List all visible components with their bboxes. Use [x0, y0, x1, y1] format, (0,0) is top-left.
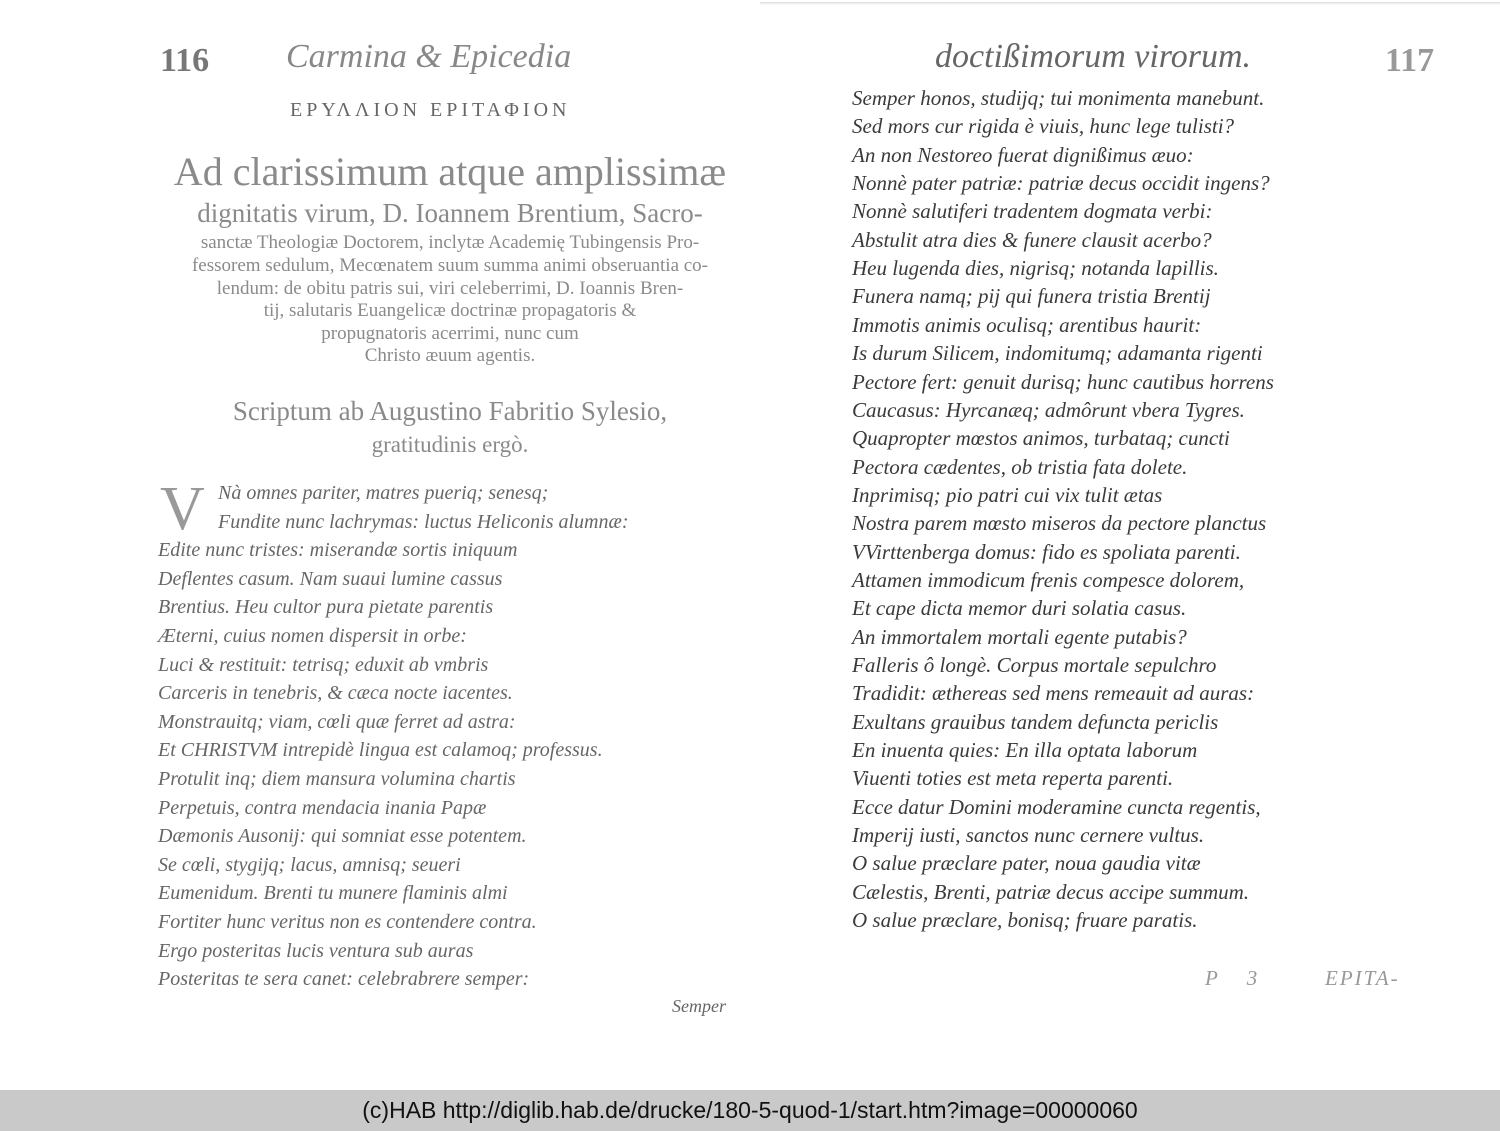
title-line: lendum: de obitu patris sui, viri celeberrimi, D. Ioannis Bren- — [216, 278, 684, 299]
verse-line: Imperij iusti, sanctos nunc cernere vultus. — [852, 823, 1205, 848]
title-line: Christo æuum agentis. — [364, 345, 536, 366]
verse-line: Ecce datur Domini moderamine cuncta regentis, — [852, 794, 1261, 819]
verse-line: Deflentes casum. Nam suaui lumine cassus — [158, 567, 503, 590]
footer-credit: (c)HAB http://diglib.hab.de/drucke/180-5-quod-1/start.htm?image=00000060 — [362, 1097, 1138, 1123]
title-line: propugnatoris acerrimi, nunc cum — [321, 323, 579, 344]
verse-line: Pectora cædentes, ob tristia fata dolete. — [852, 454, 1188, 479]
verse-line: O salue præclare pater, noua gaudia vitæ — [852, 851, 1201, 876]
page-number: 116 — [160, 42, 210, 79]
verse-line: Dæmonis Ausonij: qui somniat esse potentem. — [158, 825, 527, 848]
verse-line: Funera namq; pij qui funera tristia Brentij — [852, 284, 1211, 309]
verse-line: Attamen immodicum frenis compesce dolorem, — [852, 567, 1245, 592]
verse-line: An non Nestoreo fuerat dignißimus æuo: — [852, 142, 1194, 167]
catchword: EPITA- — [1325, 966, 1400, 990]
verse-line: Brentius. Heu cultor pura pietate parentis — [158, 596, 494, 619]
verse-line: Monstrauitq; viam, cœli quæ ferret ad astra: — [158, 710, 516, 733]
running-head: Carmina & Epicedia — [286, 38, 572, 75]
verse-line: Quapropter mœstos animos, turbataq; cuncti — [852, 426, 1230, 451]
verse-line: Nà omnes pariter, matres pueriq; senesq; — [218, 482, 549, 504]
verse-line: Posteritas te sera canet: celebrabrere semper: — [158, 968, 530, 991]
title-line: dignitatis virum, D. Ioannem Brentium, Sacro- — [197, 198, 703, 228]
title-line: Ad clarissimum atque amplissimæ — [173, 149, 727, 194]
verse-line: Tradidit: æthereas sed mens remeauit ad auras: — [852, 681, 1255, 706]
verse-line: Immotis animis oculisq; arentibus haurit: — [852, 312, 1202, 337]
verse-line: Ergo posteritas lucis ventura sub auras — [158, 939, 474, 962]
verse-line: Falleris ô longè. Corpus mortale sepulchro — [852, 653, 1217, 677]
verse-line: Cælestis, Brenti, patriæ decus accipe summum. — [852, 879, 1250, 904]
running-head: doctißimorum virorum. — [935, 38, 1252, 75]
verse-line: Nostra parem mœsto miseros da pectore planctus — [852, 511, 1267, 536]
verse-line: Protulit inq; diem mansura volumina chartis — [158, 768, 516, 790]
page-number: 117 — [1385, 42, 1435, 79]
verse-line: Nonnè salutiferi tradentem dogmata verbi: — [852, 199, 1213, 224]
signature-mark: P 3 — [1205, 966, 1270, 990]
title-line: fessorem sedulum, Mecœnatem suum summa animi obseruantia co- — [191, 255, 709, 276]
verse-line: Fundite nunc lachrymas: luctus Heliconis alumnæ: — [218, 510, 629, 533]
author-line: gratitudinis ergò. — [371, 432, 529, 457]
verse-line: VVirttenberga domus: fido es spoliata parenti. — [852, 539, 1241, 564]
verse-line: Carceris in tenebris, & cæca nocte iacentes. — [158, 682, 513, 705]
title-line: tij, salutaris Euangelicæ doctrinæ propagatoris & — [263, 300, 637, 321]
author-line: Scriptum ab Augustino Fabritio Sylesio, — [232, 396, 668, 426]
verse-line: Inprimisq; pio patri cui vix tulit ætas — [852, 482, 1163, 507]
verse-line: Heu lugenda dies, nigrisq; notanda lapillis. — [852, 256, 1219, 281]
verse-line: Sed mors cur rigida è viuis, hunc lege tulisti? — [852, 114, 1235, 139]
verse-line: An immortalem mortali egente putabis? — [852, 624, 1187, 649]
verse-line: Eumenidum. Brenti tu munere flaminis almi — [158, 882, 508, 905]
catchword: Semper — [672, 996, 726, 1016]
verse-line: Nonnè pater patriæ: patriæ decus occidit ingens? — [852, 171, 1270, 196]
verse-line: Edite nunc tristes: miserandæ sortis iniquum — [158, 539, 518, 562]
verse-line: Caucasus: Hyrcanæq; admôrunt vbera Tygres. — [852, 397, 1245, 422]
greek-heading: ΕΡΥΛΛΙΟΝ ΕΡΙΤΑΦΙΟΝ — [290, 99, 571, 121]
verse-line: Semper honos, studijq; tui monimenta manebunt. — [852, 86, 1265, 110]
verse-line: Is durum Silicem, indomitumq; adamanta rigenti — [852, 341, 1263, 366]
verse-line: Luci & restituit: tetrisq; eduxit ab vmbris — [158, 653, 489, 676]
verse-line: Pectore fert: genuit durisq; hunc cautibus horrens — [852, 369, 1274, 394]
verse-line: Fortiter hunc veritus non es contendere contra. — [158, 911, 537, 933]
verse-line: En inuenta quies: En illa optata laborum — [852, 738, 1198, 763]
title-line: sanctæ Theologiæ Doctorem, inclytæ Academię Tubingensis Pro- — [200, 232, 700, 253]
verse-line: O salue præclare, bonisq; fruare paratis. — [852, 908, 1198, 933]
verse-line: Se cœli, stygijq; lacus, amnisq; seueri — [158, 853, 461, 876]
verse-line: Abstulit atra dies & funere clausit acerbo? — [852, 227, 1212, 252]
verse-line: Et CHRISTVM intrepidè lingua est calamoq; professus. — [158, 739, 603, 762]
verse-line: Exultans grauibus tandem defuncta periclis — [852, 709, 1219, 734]
drop-initial: V — [160, 475, 205, 543]
page-edge — [760, 2, 1500, 5]
verse-line: Perpetuis, contra mendacia inania Papæ — [158, 796, 487, 819]
verse-line: Æterni, cuius nomen dispersit in orbe: — [158, 625, 467, 647]
verse-line: Et cape dicta memor duri solatia casus. — [852, 596, 1187, 621]
verse-line: Viuenti toties est meta reperta parenti. — [852, 766, 1174, 791]
footer-credit-bar — [0, 1090, 1500, 1131]
